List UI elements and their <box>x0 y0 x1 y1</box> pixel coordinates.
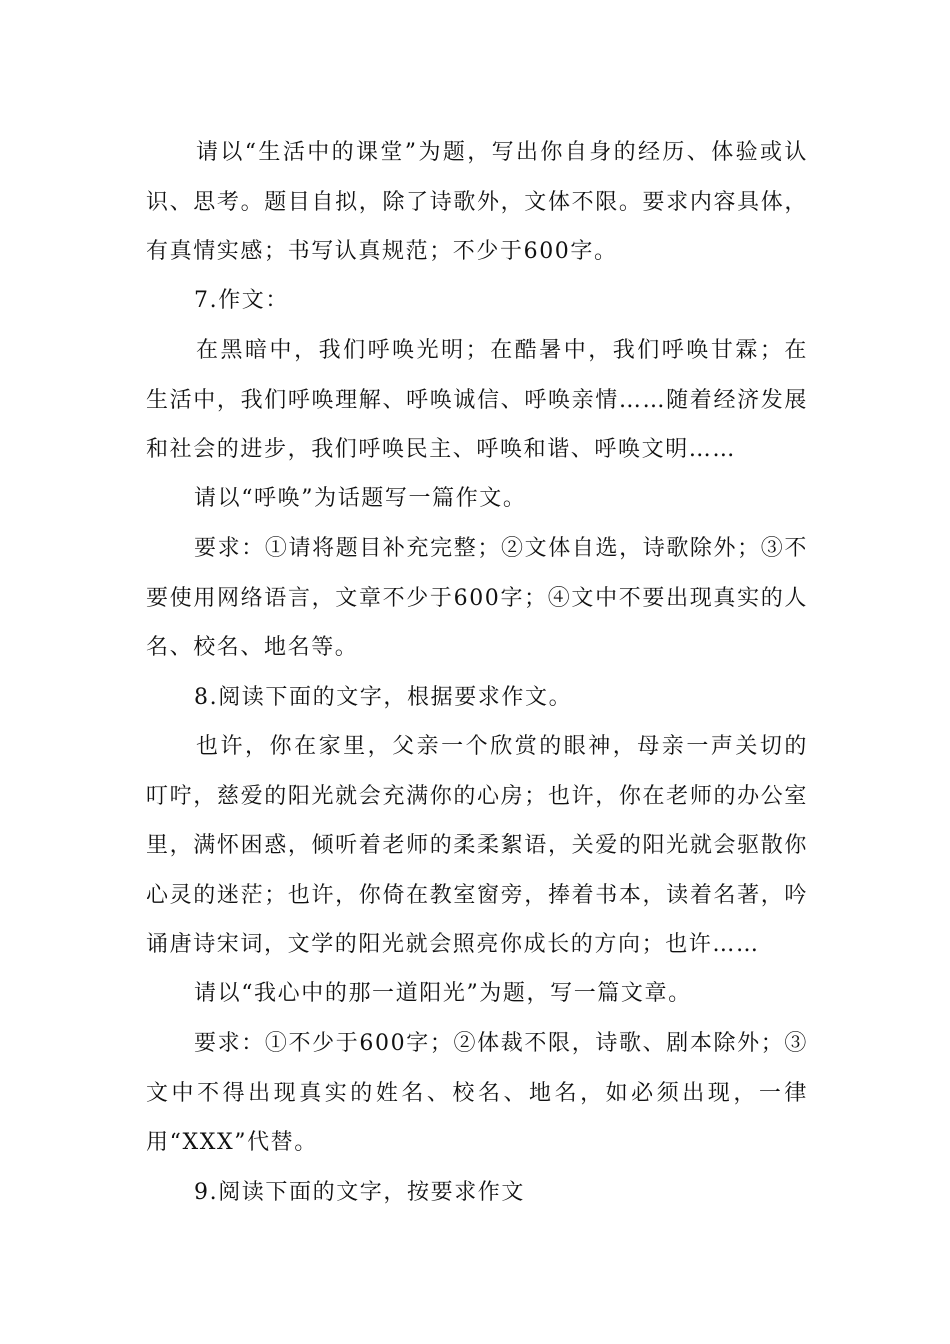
requirements-paragraph-8: 要求：①不少于600字；②体裁不限，诗歌、剧本除外；③文中不得出现真实的姓名、校名、地名，如必须出现，一律用“XXX”代替。 <box>146 1031 808 1155</box>
requirements-paragraph-7: 要求：①请将题目补充完整；②文体自选，诗歌除外；③不要使用网络语言，文章不少于600字；④文中不要出现真实的人名、校名、地名等。 <box>146 536 808 660</box>
question-heading-8: 8.阅读下面的文字，根据要求作文。 <box>194 685 573 710</box>
passage-paragraph-7: 在黑暗中，我们呼唤光明；在酷暑中，我们呼唤甘霖；在生活中，我们呼唤理解、呼唤诚信、呼唤亲情……随着经济发展和社会的进步，我们呼唤民主、呼唤和谐、呼唤文明…… <box>146 338 808 462</box>
topic-instruction-7: 请以“呼唤”为话题写一篇作文。 <box>194 486 527 511</box>
question-heading-7: 7.作文： <box>194 288 289 313</box>
passage-paragraph-8: 也许，你在家里，父亲一个欣赏的眼神，母亲一声关切的叮咛，慈爱的阳光就会充满你的心房；也许，你在老师的办公室里，满怀困惑，倾听着老师的柔柔絮语，关爱的阳光就会驱散你心灵的迷茫；也许，你倚在教室窗旁，捧着书本，读着名著，吟诵唐诗宋词，文学的阳光就会照亮你成长的方向；也许…… <box>146 734 808 957</box>
prompt-paragraph-1: 请以“生活中的课堂”为题，写出你自身的经历、体验或认识、思考。题目自拟，除了诗歌外，文体不限。要求内容具体，有真情实感；书写认真规范；不少于600字。 <box>146 140 808 264</box>
topic-instruction-8: 请以“我心中的那一道阳光”为题，写一篇文章。 <box>194 981 692 1006</box>
question-heading-9: 9.阅读下面的文字，按要求作文 <box>194 1180 525 1205</box>
